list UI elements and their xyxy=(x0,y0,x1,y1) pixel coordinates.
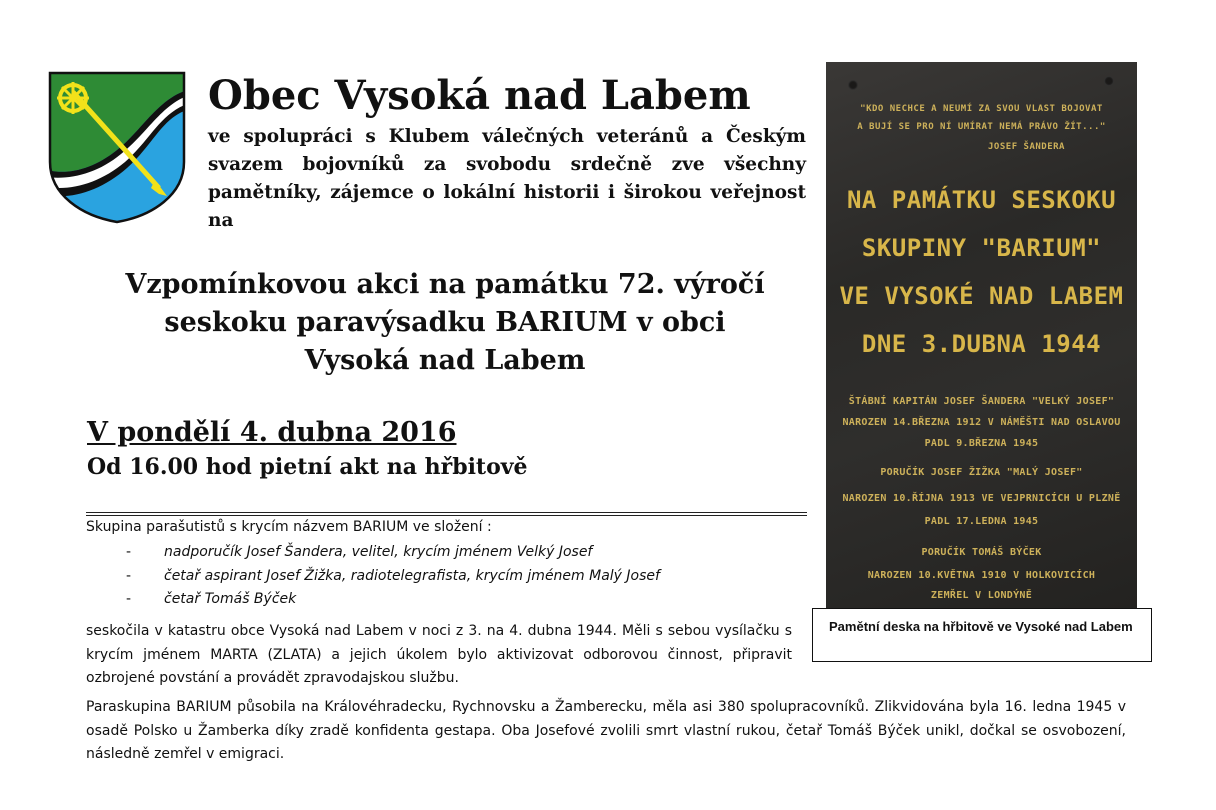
plaque-text: A BUJÍ SE PRO NÍ UMÍRAT NEMÁ PRÁVO ŽÍT..." xyxy=(857,122,1106,132)
plaque-text: PADL 9.BŘEZNA 1945 xyxy=(924,438,1039,449)
member-name: četař aspirant Josef Žižka, radiotelegrafista, krycím jménem Malý Josef xyxy=(164,567,660,584)
plaque-text: ŠTÁBNÍ KAPITÁN JOSEF ŠANDERA "VELKÝ JOSEF" xyxy=(848,396,1115,407)
plaque-text: NA PAMÁTKU SESKOKU xyxy=(846,186,1117,214)
plaque-text: PORUČÍK JOSEF ŽIŽKA "MALÝ JOSEF" xyxy=(880,467,1083,478)
plaque-text: NAROZEN 10.KVĚTNA 1910 V HOLKOVICÍCH xyxy=(867,570,1096,581)
event-heading-line: Vzpomínkovou akci na památku 72. výročí xyxy=(125,269,765,300)
member-list xyxy=(86,541,660,612)
bolt-icon xyxy=(848,80,858,90)
page-title: Obec Vysoká nad Labem xyxy=(208,72,751,119)
plaque-text: VE VYSOKÉ NAD LABEM xyxy=(839,282,1124,310)
list-item xyxy=(86,541,660,565)
body-paragraph: seskočila v katastru obce Vysoká nad Labem v noci z 3. na 4. dubna 1944. Měli s sebou vysílačku s krycím jménem MARTA (ZLATA) a jejich úkolem bylo aktivizovat odborovou činnost, připravit ozbrojené povstání a provádět zpravodajskou službu. xyxy=(86,623,792,686)
plaque-text: "KDO NECHCE A NEUMÍ ZA SVOU VLAST BOJOVAT xyxy=(860,104,1103,114)
plaque-text: SKUPINY "BARIUM" xyxy=(861,234,1102,262)
memorial-plaque-photo xyxy=(826,62,1137,610)
body-paragraph: Paraskupina BARIUM působila na Královéhradecku, Rychnovsku a Žamberecku, měla asi 380 spolupracovníků. Zlikvidována byla 16. ledna 1945 v osadě Polsko u Žamberka díky zradě konfidenta gestapa. Oba Josefové zvolili smrt vlastní rukou, četař Tomáš Býček unikl, dočkal se osvobození, následně zemřel v emigraci. xyxy=(86,699,1126,762)
caption-box xyxy=(812,608,1152,662)
event-heading-line: seskoku paravýsadku BARIUM v obci xyxy=(164,307,726,338)
coat-of-arms-logo xyxy=(47,70,187,225)
member-name: nadporučík Josef Šandera, velitel, krycím jménem Velký Josef xyxy=(164,544,593,560)
event-time: Od 16.00 hod pietní akt na hřbitově xyxy=(87,454,528,480)
plaque-text: DNE 3.DUBNA 1944 xyxy=(861,330,1102,358)
event-heading-line: Vysoká nad Labem xyxy=(304,345,586,376)
list-dash: - xyxy=(126,567,132,584)
plaque-text: ZEMŘEL V LONDÝNĚ xyxy=(930,590,1033,601)
bolt-icon xyxy=(1104,76,1114,86)
list-dash: - xyxy=(126,591,132,607)
plaque-text: JOSEF ŠANDERA xyxy=(988,142,1065,152)
plaque-text: NAROZEN 14.BŘEZNA 1912 V NÁMĚŠTI NAD OSLAVOU xyxy=(842,417,1121,428)
event-heading xyxy=(60,266,830,380)
list-item xyxy=(86,565,660,589)
list-item xyxy=(86,588,660,612)
plaque-text: PADL 17.LEDNA 1945 xyxy=(924,516,1039,527)
invitation-intro: ve spolupráci s Klubem válečných veteránů a Českým svazem bojovníků za svobodu srdečně zve všechny pamětníky, zájemce o lokální historii i širokou veřejnost na xyxy=(208,126,806,231)
group-intro-text: Skupina parašutistů s krycím názvem BARIUM ve složení : xyxy=(86,519,492,535)
list-dash: - xyxy=(126,544,132,560)
photo-caption: Pamětní deska na hřbitově ve Vysoké nad Labem xyxy=(829,619,1133,634)
plaque-text: PORUČÍK TOMÁŠ BÝČEK xyxy=(921,547,1042,558)
member-name: četař Tomáš Býček xyxy=(164,591,297,607)
plaque-text: NAROZEN 10.ŘÍJNA 1913 VE VEJPRNICÍCH U PLZNĚ xyxy=(842,493,1121,504)
divider xyxy=(86,512,807,513)
event-date: V pondělí 4. dubna 2016 xyxy=(87,417,457,448)
